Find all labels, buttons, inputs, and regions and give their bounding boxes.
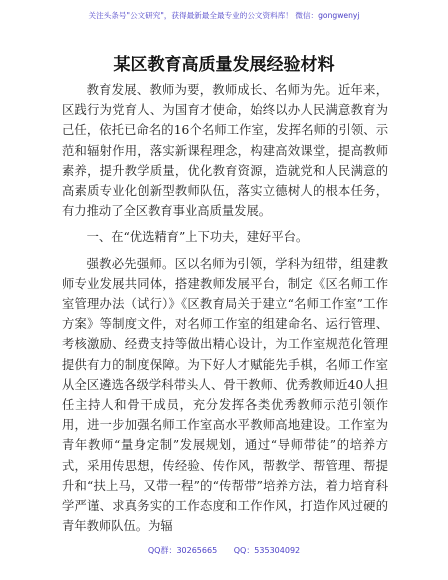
body-paragraph-intro: 教育发展、教师为要，教师成长、名师为先。近年来，区践行为党育人、为国育才使命，始终以办人民满意教育为己任，依托已命名的16个名师工作室，发挥名师的引领、示范和辐射作用，落实新课程理念，构建高效课堂，提高教师素养，提升教学质量，优化教育资源，造就党和人民满意的高素质专业化创新型教师队伍，落实立德树人的根本任务，有力推动了全区教育事业高质量发展。 — [62, 83, 388, 219]
header-promo-note: 关注头条号"公文研究"，获得最新最全最专业的公文资料库！ 微信：gongwenyj — [88, 11, 360, 20]
document-body — [62, 80, 388, 536]
footer-contact-note — [0, 545, 448, 556]
document-title: 某区教育高质量发展经验材料 — [113, 55, 335, 75]
footer-qq: QQ：535304092 — [233, 546, 301, 555]
section-heading-1: 一、在“优选精育”上下功夫，建好平台。 — [86, 230, 309, 245]
body-paragraph-section-1: 强教必先强师。区以名师为引领，学科为纽带，组建教师专业发展共同体，搭建教师发展平台，制定《区名师工作室管理办法（试行）》《区教育局关于建立“名师工作室”工作方案》等制度文件，对名师工作室的组建命名、运行管理、考核激励、经费支持等做出精心设计，为工作室规范化管理提供有力的制度保障。为下好人才赋能先手棋，名师工作室从全区遴选各级学科带头人、骨干教师、优秀教师近40人担任主持人和骨干成员，充分发挥各类优秀教师示范引领作用，进一步加强名师工作室高水平教师高地建设。工作室为青年教师“量身定制”发展规划，通过“导师带徒”的培养方式，采用传思想，传经验、传作风，帮教学、帮管理、帮提升和“扶上马，又带一程”的“传帮带”培养方法，着力培育科学严谨、求真务实的工作态度和工作作风，打造作风过硬的青年教师队伍。为辐 — [62, 256, 388, 534]
footer-qq-group: QQ群：30265665 — [147, 546, 218, 555]
